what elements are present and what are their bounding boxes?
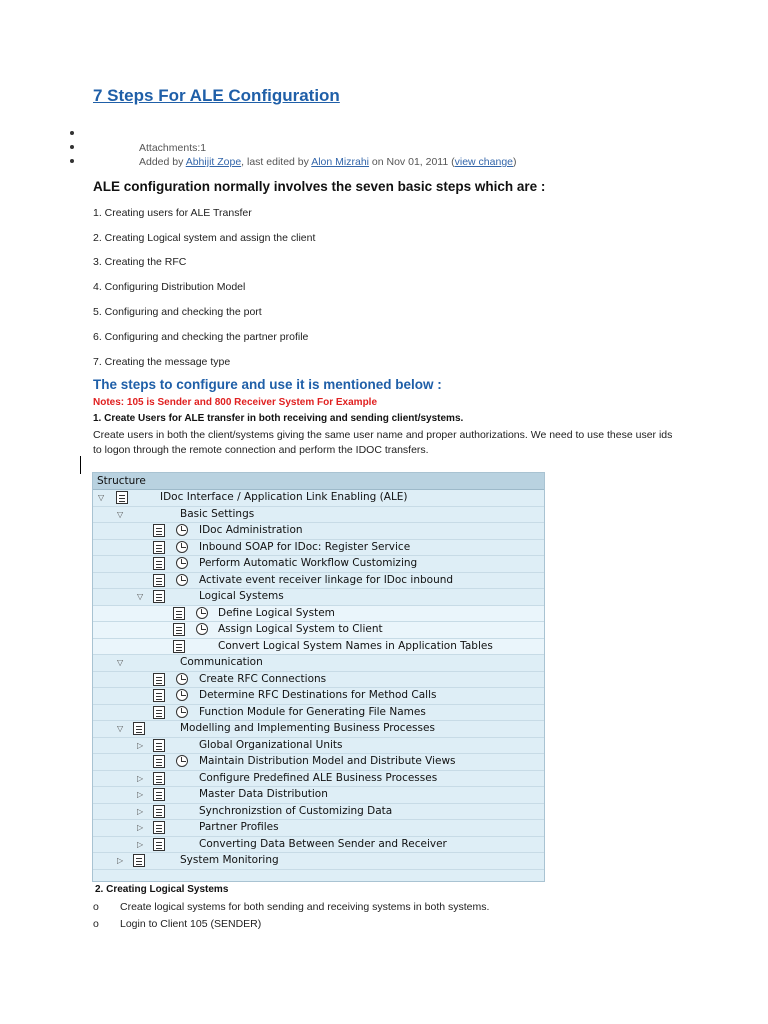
section1-text: Create users in both the client/systems giving the same user name and proper authorizations. We need to use these user ids to logon through the remote connection and perform the IDOC transfers. — [93, 429, 673, 456]
author-line: Added by Abhijit Zope, last edited by Alon Mizrahi on Nov 01, 2011 (view change) — [139, 156, 517, 168]
triangle-right-icon[interactable]: ▷ — [137, 806, 144, 816]
config-doc-icon — [153, 772, 165, 785]
tree-node[interactable]: ▽ Communication — [93, 655, 544, 672]
config-doc-icon[interactable] — [173, 607, 185, 620]
config-doc-icon[interactable] — [153, 673, 165, 686]
tree-header: Structure — [93, 473, 544, 490]
config-doc-icon — [153, 821, 165, 834]
execute-clock-icon[interactable] — [176, 673, 188, 685]
execute-clock-icon[interactable] — [176, 557, 188, 569]
execute-clock-icon[interactable] — [176, 706, 188, 718]
triangle-down-icon[interactable]: ▽ — [98, 493, 105, 502]
config-doc-icon — [133, 854, 145, 867]
execute-clock-icon[interactable] — [196, 607, 208, 619]
config-doc-icon[interactable] — [173, 640, 185, 653]
tree-node[interactable]: ▷ Synchronizstion of Customizing Data — [93, 804, 544, 821]
tree-node[interactable]: ▽ Logical Systems — [93, 589, 544, 606]
triangle-right-icon[interactable]: ▷ — [137, 823, 144, 832]
circle-bullet-icon: o — [93, 901, 99, 913]
bullet-icon — [70, 159, 74, 163]
tree-node[interactable]: ▷ Converting Data Between Sender and Receiver — [93, 837, 544, 854]
triangle-down-icon[interactable]: ▽ — [117, 724, 124, 733]
tree-node[interactable]: Function Module for Generating File Names — [93, 705, 544, 722]
steps-subheading: The steps to configure and use it is mentioned below : — [93, 377, 442, 392]
config-doc-icon[interactable] — [153, 755, 165, 768]
tree-node[interactable]: Perform Automatic Workflow Customizing — [93, 556, 544, 573]
attachments-label[interactable]: Attachments:1 — [139, 142, 207, 154]
triangle-right-icon[interactable]: ▷ — [137, 790, 144, 799]
step-3: 3. Creating the RFC — [93, 256, 187, 268]
tree-node[interactable]: ▷ Configure Predefined ALE Business Processes — [93, 771, 544, 788]
tree-node[interactable]: Determine RFC Destinations for Method Calls — [93, 688, 544, 705]
config-doc-icon[interactable] — [173, 623, 185, 636]
config-doc-icon[interactable] — [153, 706, 165, 719]
triangle-right-icon[interactable]: ▷ — [137, 740, 144, 750]
step-7: 7. Creating the message type — [93, 356, 231, 368]
triangle-right-icon[interactable]: ▷ — [117, 856, 124, 865]
config-doc-icon[interactable] — [153, 574, 165, 587]
notes-text: Notes: 105 is Sender and 800 Receiver System For Example — [93, 397, 378, 408]
config-doc-icon[interactable] — [153, 524, 165, 537]
step-6: 6. Configuring and checking the partner profile — [93, 331, 309, 343]
triangle-down-icon[interactable]: ▽ — [117, 509, 124, 519]
tree-node[interactable]: Inbound SOAP for IDoc: Register Service — [93, 540, 544, 557]
config-doc-icon — [153, 739, 165, 752]
step-5: 5. Configuring and checking the port — [93, 306, 262, 318]
execute-clock-icon[interactable] — [176, 541, 188, 553]
tree-node[interactable]: Assign Logical System to Client — [93, 622, 544, 639]
execute-clock-icon[interactable] — [176, 689, 188, 701]
tree-node[interactable]: ▷ System Monitoring — [93, 853, 544, 870]
config-doc-icon[interactable] — [153, 541, 165, 554]
tree-node[interactable]: Activate event receiver linkage for IDoc inbound — [93, 573, 544, 590]
triangle-down-icon[interactable]: ▽ — [117, 658, 124, 667]
author-link[interactable]: Abhijit Zope — [185, 156, 242, 168]
execute-clock-icon[interactable] — [176, 574, 188, 586]
step-4: 4. Configuring Distribution Model — [93, 281, 246, 293]
execute-clock-icon[interactable] — [176, 755, 188, 767]
tree-node[interactable]: ▽ Modelling and Implementing Business Processes — [93, 721, 544, 738]
page-title[interactable]: 7 Steps For ALE Configuration — [93, 86, 340, 105]
tree-node[interactable]: IDoc Administration — [93, 523, 544, 540]
editor-link[interactable]: Alon Mizrahi — [311, 156, 369, 168]
step-2: 2. Creating Logical system and assign the client — [93, 232, 316, 244]
config-doc-icon[interactable] — [153, 689, 165, 702]
execute-clock-icon[interactable] — [176, 524, 188, 536]
tree-node[interactable]: Maintain Distribution Model and Distribute Views — [93, 754, 544, 771]
intro-heading: ALE configuration normally involves the seven basic steps which are : — [93, 179, 546, 194]
tree-node[interactable]: ▽ IDoc Interface / Application Link Enabling (ALE) — [93, 490, 544, 507]
tree-node[interactable]: Convert Logical System Names in Application Tables — [93, 639, 544, 656]
tree-node[interactable]: ▷ Master Data Distribution — [93, 787, 544, 804]
config-doc-icon — [153, 590, 165, 603]
bullet-icon — [70, 145, 74, 149]
triangle-down-icon[interactable]: ▽ — [137, 592, 144, 601]
text-cursor — [80, 456, 81, 474]
tree-node[interactable]: ▷ Partner Profiles — [93, 820, 544, 837]
circle-bullet-icon: o — [93, 918, 99, 930]
config-doc-icon[interactable] — [153, 557, 165, 570]
config-doc-icon — [133, 722, 145, 735]
tree-node[interactable]: Create RFC Connections — [93, 672, 544, 689]
config-doc-icon — [116, 491, 128, 504]
step-1: 1. Creating users for ALE Transfer — [93, 207, 252, 219]
section1-title: 1. Create Users for ALE transfer in both receiving and sending client/systems. — [93, 413, 464, 424]
triangle-right-icon[interactable]: ▷ — [137, 839, 144, 849]
section2-title: 2. Creating Logical Systems — [95, 884, 229, 895]
bullet-icon — [70, 131, 74, 135]
tree-node[interactable]: ▽ Basic Settings — [93, 507, 544, 524]
tree-node[interactable]: ▷ Global Organizational Units — [93, 738, 544, 755]
config-doc-icon — [153, 788, 165, 801]
execute-clock-icon[interactable] — [196, 623, 208, 635]
structure-tree — [92, 472, 545, 882]
config-doc-icon — [153, 838, 165, 851]
config-doc-icon — [153, 805, 165, 818]
tree-node[interactable]: Define Logical System — [93, 606, 544, 623]
triangle-right-icon[interactable]: ▷ — [137, 773, 144, 783]
view-change-link[interactable]: view change — [454, 156, 513, 168]
